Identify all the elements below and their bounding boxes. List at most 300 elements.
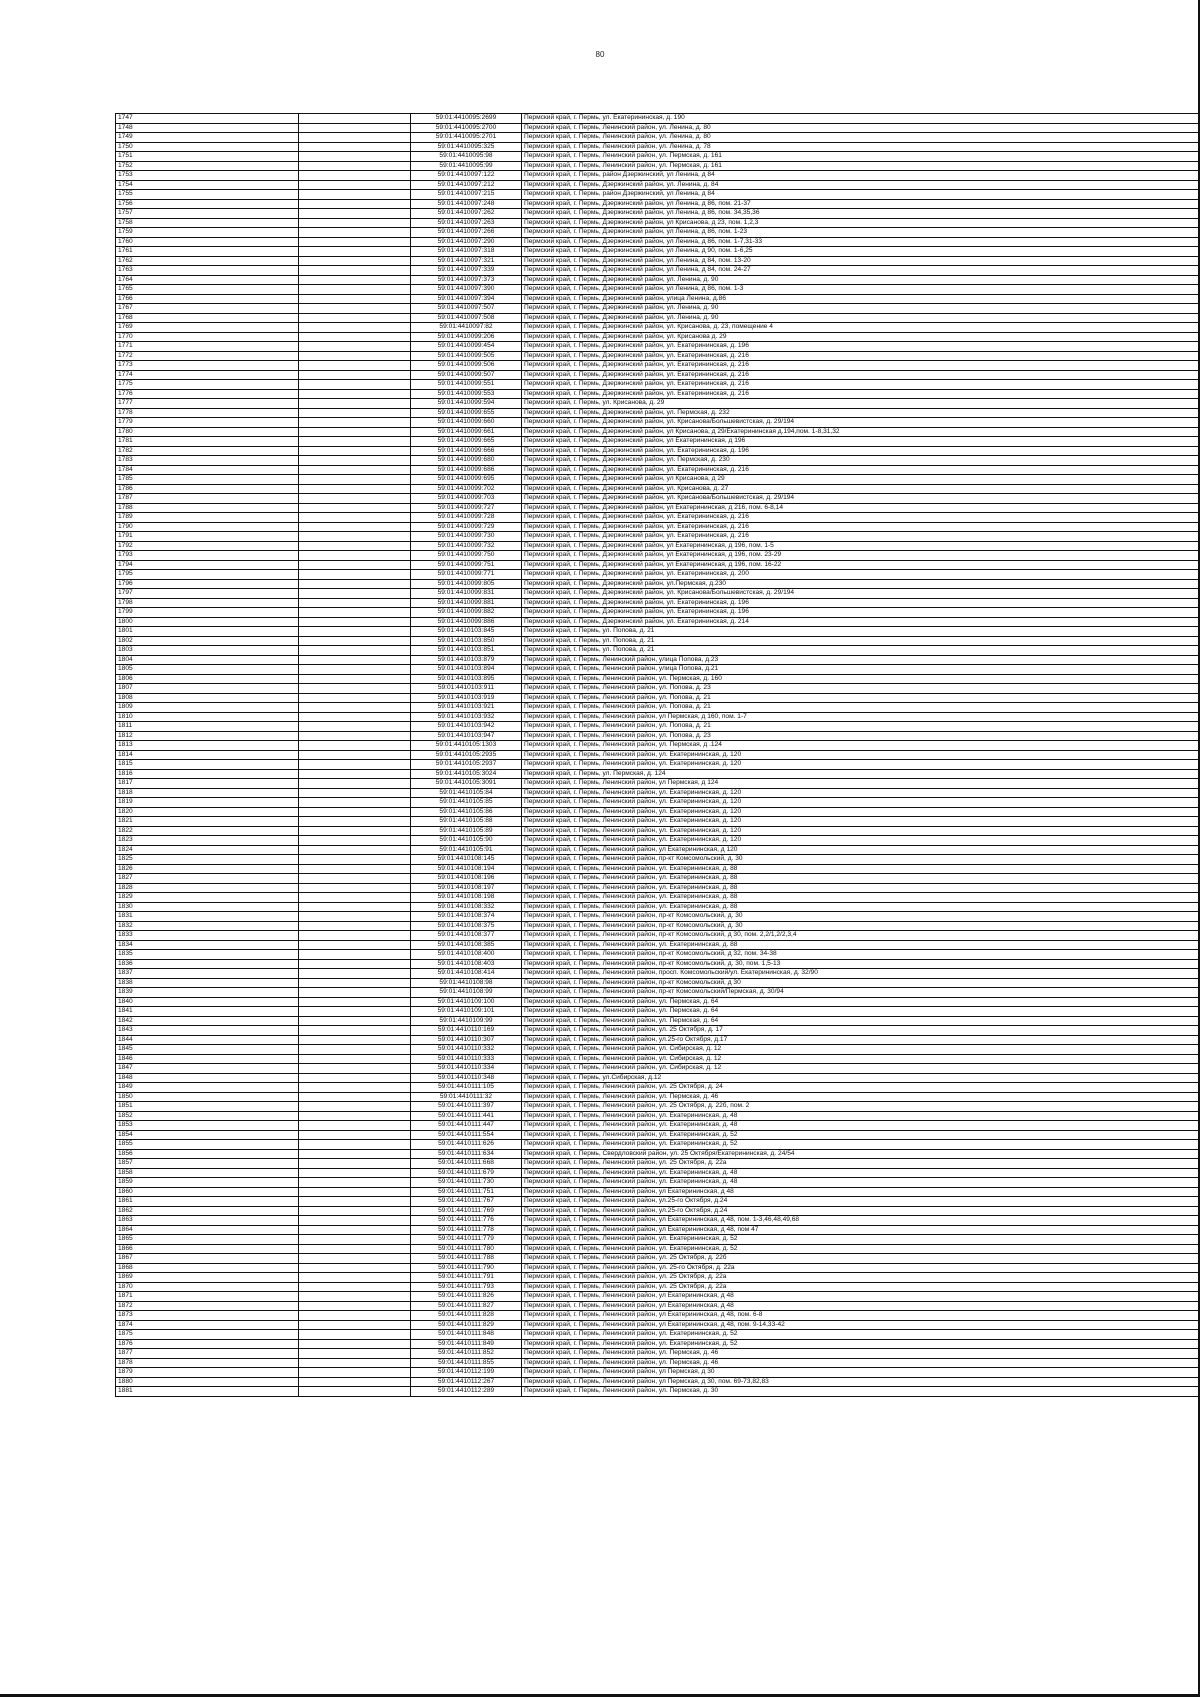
table-row [116, 579, 1200, 589]
address-cell: Пермский край, г. Пермь, Ленинский район, ул. Екатерининская, д. 52 [522, 1140, 1200, 1150]
address-cell: Пермский край, г. Пермь, Ленинский район, ул. Екатерининская, д. 52 [522, 1244, 1200, 1254]
address-cell: Пермский край, г. Пермь, Ленинский район, ул. Екатерининская, д. 48 [522, 1178, 1200, 1188]
table-row [116, 294, 1200, 304]
blank-cell [299, 788, 411, 798]
cadastral-number-cell: 59:01:4410103:894 [411, 665, 522, 675]
table-row [116, 522, 1200, 532]
address-cell: Пермский край, г. Пермь, Дзержинский район, ул. Екатерининская, д. 216 [522, 465, 1200, 475]
row-number-cell: 1818 [116, 788, 299, 798]
address-cell: Пермский край, г. Пермь, Ленинский район, ул. Екатерининская, д. 88 [522, 893, 1200, 903]
cadastral-number-cell: 59:01:4410095:325 [411, 142, 522, 152]
table-row [116, 969, 1200, 979]
blank-cell [299, 1358, 411, 1368]
table-row [116, 114, 1200, 124]
blank-cell [299, 522, 411, 532]
table-row [116, 807, 1200, 817]
row-number-cell: 1793 [116, 551, 299, 561]
address-cell: Пермский край, г. Пермь, Дзержинский район, ул. Ленина, д. 90 [522, 304, 1200, 314]
row-number-cell: 1823 [116, 836, 299, 846]
table-row [116, 722, 1200, 732]
row-number-cell: 1816 [116, 769, 299, 779]
blank-cell [299, 465, 411, 475]
row-number-cell: 1792 [116, 541, 299, 551]
row-number-cell: 1866 [116, 1244, 299, 1254]
blank-cell [299, 684, 411, 694]
row-number-cell: 1799 [116, 608, 299, 618]
address-cell: Пермский край, г. Пермь, Ленинский район, ул Екатерининская, д 48 [522, 1292, 1200, 1302]
address-cell: Пермский край, г. Пермь, Ленинский район, ул. Екатерининская, д. 88 [522, 902, 1200, 912]
table-row [116, 978, 1200, 988]
address-cell: Пермский край, г. Пермь, Ленинский район, ул Екатерининская, д 48 [522, 1301, 1200, 1311]
row-number-cell: 1763 [116, 266, 299, 276]
row-number-cell: 1859 [116, 1178, 299, 1188]
cadastral-number-cell: 59:01:4410111:848 [411, 1330, 522, 1340]
cadastral-number-cell: 59:01:4410099:727 [411, 503, 522, 513]
table-row [116, 950, 1200, 960]
cadastral-number-cell: 59:01:4410111:679 [411, 1168, 522, 1178]
address-cell: Пермский край, г. Пермь, Дзержинский район, улица Ленина, д.86 [522, 294, 1200, 304]
address-cell: Пермский край, г. Пермь, Ленинский район, ул. Ленина, д. 78 [522, 142, 1200, 152]
table-row [116, 1339, 1200, 1349]
row-number-cell: 1775 [116, 380, 299, 390]
address-cell: Пермский край, г. Пермь, Дзержинский район, ул. Екатерининская, д. 216 [522, 380, 1200, 390]
cadastral-number-cell: 59:01:4410097:262 [411, 209, 522, 219]
row-number-cell: 1872 [116, 1301, 299, 1311]
table-row [116, 418, 1200, 428]
blank-cell [299, 1092, 411, 1102]
row-number-cell: 1851 [116, 1102, 299, 1112]
blank-cell [299, 1320, 411, 1330]
table-row [116, 1349, 1200, 1359]
cadastral-number-cell: 59:01:4410111:441 [411, 1111, 522, 1121]
row-number-cell: 1877 [116, 1349, 299, 1359]
row-number-cell: 1833 [116, 931, 299, 941]
address-cell: Пермский край, г. Пермь, Ленинский район, ул. Екатерининская, д. 52 [522, 1130, 1200, 1140]
address-cell: Пермский край, г. Пермь, Дзержинский район, ул Крисанова, д 29 [522, 475, 1200, 485]
cadastral-number-cell: 59:01:4410099:728 [411, 513, 522, 523]
row-number-cell: 1861 [116, 1197, 299, 1207]
row-number-cell: 1843 [116, 1026, 299, 1036]
blank-cell [299, 475, 411, 485]
cadastral-number-cell: 59:01:4410097:339 [411, 266, 522, 276]
blank-cell [299, 342, 411, 352]
blank-cell [299, 636, 411, 646]
table-row [116, 1007, 1200, 1017]
row-number-cell: 1814 [116, 750, 299, 760]
address-cell: Пермский край, г. Пермь, Дзержинский район, ул. Ленина, д. 90 [522, 275, 1200, 285]
blank-cell [299, 1339, 411, 1349]
cadastral-number-cell: 59:01:4410111:767 [411, 1197, 522, 1207]
table-row [116, 437, 1200, 447]
table-row [116, 712, 1200, 722]
table-row [116, 1225, 1200, 1235]
table-row [116, 1263, 1200, 1273]
address-cell: Пермский край, г. Пермь, Ленинский район, ул. Ленина, д. 80 [522, 133, 1200, 143]
cadastral-number-cell: 59:01:4410103:942 [411, 722, 522, 732]
blank-cell [299, 218, 411, 228]
address-cell: Пермский край, г. Пермь, Дзержинский район, ул. Крисанова, д. 23, помещение 4 [522, 323, 1200, 333]
row-number-cell: 1854 [116, 1130, 299, 1140]
address-cell: Пермский край, г. Пермь, Дзержинский район, ул. Екатерининская, д. 216 [522, 513, 1200, 523]
address-cell: Пермский край, г. Пермь, Дзержинский район, ул. Ленина, д. 84 [522, 180, 1200, 190]
table-row [116, 180, 1200, 190]
cadastral-number-cell: 59:01:4410108:375 [411, 921, 522, 931]
address-cell: Пермский край, г. Пермь, Ленинский район, ул. Пермская, д. 64 [522, 997, 1200, 1007]
blank-cell [299, 1026, 411, 1036]
address-cell: Пермский край, г. Пермь, Ленинский район, улица Попова, д.23 [522, 655, 1200, 665]
table-row [116, 1130, 1200, 1140]
table-row [116, 703, 1200, 713]
row-number-cell: 1824 [116, 845, 299, 855]
blank-cell [299, 1102, 411, 1112]
table-row [116, 997, 1200, 1007]
blank-cell [299, 693, 411, 703]
cadastral-number-cell: 59:01:4410105:3091 [411, 779, 522, 789]
row-number-cell: 1773 [116, 361, 299, 371]
cadastral-number-cell: 59:01:4410111:634 [411, 1149, 522, 1159]
cadastral-number-cell: 59:01:4410099:680 [411, 456, 522, 466]
row-number-cell: 1864 [116, 1225, 299, 1235]
table-row [116, 1159, 1200, 1169]
cadastral-number-cell: 59:01:4410108:196 [411, 874, 522, 884]
blank-cell [299, 1349, 411, 1359]
blank-cell [299, 722, 411, 732]
cadastral-number-cell: 59:01:4410099:831 [411, 589, 522, 599]
row-number-cell: 1878 [116, 1358, 299, 1368]
blank-cell [299, 275, 411, 285]
cadastral-number-cell: 59:01:4410111:793 [411, 1282, 522, 1292]
table-row [116, 1197, 1200, 1207]
address-cell: Пермский край, г. Пермь, ул. Пермская, д. 124 [522, 769, 1200, 779]
blank-cell [299, 256, 411, 266]
row-number-cell: 1806 [116, 674, 299, 684]
blank-cell [299, 959, 411, 969]
cadastral-number-cell: 59:01:4410108:98 [411, 978, 522, 988]
cadastral-number-cell: 59:01:4410103:921 [411, 703, 522, 713]
cadastral-number-cell: 59:01:4410111:852 [411, 1349, 522, 1359]
blank-cell [299, 1273, 411, 1283]
table-row [116, 313, 1200, 323]
blank-cell [299, 579, 411, 589]
blank-cell [299, 1007, 411, 1017]
address-cell: Пермский край, г. Пермь, Ленинский район, ул. Екатерининская, д. 48 [522, 1111, 1200, 1121]
address-cell: Пермский край, г. Пермь, Ленинский район, пр-кт Комсомольский, д. 30 [522, 921, 1200, 931]
blank-cell [299, 665, 411, 675]
blank-cell [299, 1083, 411, 1093]
cadastral-number-cell: 59:01:4410103:879 [411, 655, 522, 665]
blank-cell [299, 1216, 411, 1226]
cadastral-number-cell: 59:01:4410103:932 [411, 712, 522, 722]
address-cell: Пермский край, г. Пермь, Дзержинский район, ул Ленина, д 86, пом. 34,35,36 [522, 209, 1200, 219]
blank-cell [299, 1263, 411, 1273]
table-row [116, 760, 1200, 770]
blank-cell [299, 864, 411, 874]
cadastral-number-cell: 59:01:4410111:788 [411, 1254, 522, 1264]
row-number-cell: 1857 [116, 1159, 299, 1169]
blank-cell [299, 741, 411, 751]
table-row [116, 446, 1200, 456]
blank-cell [299, 1121, 411, 1131]
cadastral-number-cell: 59:01:4410099:729 [411, 522, 522, 532]
row-number-cell: 1840 [116, 997, 299, 1007]
row-number-cell: 1881 [116, 1387, 299, 1397]
cadastral-number-cell: 59:01:4410105:85 [411, 798, 522, 808]
address-cell: Пермский край, г. Пермь, Ленинский район, ул Пермская, д 160, пом. 1-7 [522, 712, 1200, 722]
row-number-cell: 1874 [116, 1320, 299, 1330]
cadastral-number-cell: 59:01:4410099:750 [411, 551, 522, 561]
row-number-cell: 1807 [116, 684, 299, 694]
address-cell: Пермский край, г. Пермь, Дзержинский район, ул. Крисанова/Большевистская, д. 29/194 [522, 418, 1200, 428]
address-cell: Пермский край, г. Пермь, Ленинский район, ул Екатерининская, д 48, пом. 6-8 [522, 1311, 1200, 1321]
table-row [116, 1102, 1200, 1112]
address-cell: Пермский край, г. Пермь, Ленинский район, ул. 25 Октября, д. 22а [522, 1273, 1200, 1283]
blank-cell [299, 180, 411, 190]
cadastral-number-cell: 59:01:4410105:89 [411, 826, 522, 836]
address-cell: Пермский край, г. Пермь, Ленинский район, ул. Екатерининская, д. 120 [522, 760, 1200, 770]
row-number-cell: 1766 [116, 294, 299, 304]
address-cell: Пермский край, г. Пермь, Дзержинский район, ул. Екатерининская, д. 196 [522, 342, 1200, 352]
address-cell: Пермский край, г. Пермь, Ленинский район, ул. Екатерининская, д. 120 [522, 807, 1200, 817]
table-row [116, 465, 1200, 475]
row-number-cell: 1751 [116, 152, 299, 162]
address-cell: Пермский край, г. Пермь, Дзержинский район, ул. Екатерининская, д. 214 [522, 617, 1200, 627]
cadastral-number-cell: 59:01:4410103:845 [411, 627, 522, 637]
cadastral-number-cell: 59:01:4410110:333 [411, 1054, 522, 1064]
row-number-cell: 1790 [116, 522, 299, 532]
table-row [116, 1330, 1200, 1340]
address-cell: Пермский край, г. Пермь, Ленинский район, ул. Екатерининская, д. 120 [522, 798, 1200, 808]
cadastral-number-cell: 59:01:4410097:82 [411, 323, 522, 333]
row-number-cell: 1865 [116, 1235, 299, 1245]
blank-cell [299, 912, 411, 922]
blank-cell [299, 950, 411, 960]
table-row [116, 475, 1200, 485]
cadastral-number-cell: 59:01:4410099:506 [411, 361, 522, 371]
table-row [116, 912, 1200, 922]
table-row [116, 351, 1200, 361]
row-number-cell: 1777 [116, 399, 299, 409]
cadastral-number-cell: 59:01:4410111:849 [411, 1339, 522, 1349]
table-row [116, 598, 1200, 608]
address-cell: Пермский край, г. Пермь, Ленинский район, ул Екатерининская, д 48 [522, 1187, 1200, 1197]
cadastral-number-cell: 59:01:4410111:32 [411, 1092, 522, 1102]
row-number-cell: 1794 [116, 560, 299, 570]
blank-cell [299, 152, 411, 162]
blank-cell [299, 988, 411, 998]
blank-cell [299, 332, 411, 342]
row-number-cell: 1815 [116, 760, 299, 770]
blank-cell [299, 503, 411, 513]
address-cell: Пермский край, г. Пермь, Ленинский район, пр-кт Комсомольский, д. 30, пом. 1,5-13 [522, 959, 1200, 969]
address-cell: Пермский край, г. Пермь, Дзержинский район, ул. Екатерининская, д. 196 [522, 446, 1200, 456]
row-number-cell: 1831 [116, 912, 299, 922]
row-number-cell: 1760 [116, 237, 299, 247]
cadastral-number-cell: 59:01:4410099:730 [411, 532, 522, 542]
cadastral-number-cell: 59:01:4410111:780 [411, 1244, 522, 1254]
table-row [116, 1235, 1200, 1245]
cadastral-number-cell: 59:01:4410112:289 [411, 1387, 522, 1397]
row-number-cell: 1788 [116, 503, 299, 513]
registry-table [115, 113, 1200, 1397]
row-number-cell: 1841 [116, 1007, 299, 1017]
cadastral-number-cell: 59:01:4410097:390 [411, 285, 522, 295]
address-cell: Пермский край, г. Пермь, Дзержинский район, ул Крисанова, д 29/Екатерининская д.194,пом. 1-8,31,32 [522, 427, 1200, 437]
address-cell: Пермский край, г. Пермь, Ленинский район, ул. Екатерининская, д. 88 [522, 940, 1200, 950]
row-number-cell: 1782 [116, 446, 299, 456]
address-cell: Пермский край, г. Пермь, Ленинский район, пр-кт Комсомольский, д. 30 [522, 855, 1200, 865]
address-cell: Пермский край, г. Пермь, Ленинский район, улица Попова, д.21 [522, 665, 1200, 675]
table-row [116, 674, 1200, 684]
row-number-cell: 1848 [116, 1073, 299, 1083]
blank-cell [299, 1130, 411, 1140]
row-number-cell: 1772 [116, 351, 299, 361]
blank-cell [299, 731, 411, 741]
blank-cell [299, 361, 411, 371]
row-number-cell: 1868 [116, 1263, 299, 1273]
address-cell: Пермский край, г. Пермь, Ленинский район, ул. Пермская, д. 64 [522, 1007, 1200, 1017]
table-row [116, 731, 1200, 741]
table-row [116, 1244, 1200, 1254]
row-number-cell: 1802 [116, 636, 299, 646]
blank-cell [299, 617, 411, 627]
blank-cell [299, 570, 411, 580]
table-row [116, 1292, 1200, 1302]
address-cell: Пермский край, г. Пермь, Дзержинский район, ул.Пермская, д.230 [522, 579, 1200, 589]
address-cell: Пермский край, г. Пермь, Ленинский район, ул. Попова, д. 21 [522, 722, 1200, 732]
address-cell: Пермский край, г. Пермь, Дзержинский район, ул Ленина, д 90, пом. 1-6,25 [522, 247, 1200, 257]
cadastral-number-cell: 59:01:4410110:307 [411, 1035, 522, 1045]
blank-cell [299, 1387, 411, 1397]
address-cell: Пермский край, г. Пермь, ул. Попова, д. 21 [522, 627, 1200, 637]
table-row [116, 874, 1200, 884]
blank-cell [299, 921, 411, 931]
table-row [116, 484, 1200, 494]
address-cell: Пермский край, г. Пермь, Ленинский район, ул. Ленина, д. 80 [522, 123, 1200, 133]
table-row [116, 256, 1200, 266]
row-number-cell: 1858 [116, 1168, 299, 1178]
cadastral-number-cell: 59:01:4410111:829 [411, 1320, 522, 1330]
table-row [116, 855, 1200, 865]
table-row [116, 494, 1200, 504]
address-cell: Пермский край, г. Пермь, Ленинский район, ул. Пермская, д. 64 [522, 1016, 1200, 1026]
address-cell: Пермский край, г. Пермь, Ленинский район, ул Пермская, д 124 [522, 779, 1200, 789]
cadastral-number-cell: 59:01:4410108:145 [411, 855, 522, 865]
address-cell: Пермский край, г. Пермь, Ленинский район, ул. Екатерининская, д. 120 [522, 836, 1200, 846]
row-number-cell: 1828 [116, 883, 299, 893]
address-cell: Пермский край, г. Пермь, район Дзержинский, ул Ленина, д 84 [522, 171, 1200, 181]
registry-table-container [115, 113, 1199, 1397]
address-cell: Пермский край, г. Пермь, Дзержинский район, ул. Екатерининская, д. 196 [522, 598, 1200, 608]
blank-cell [299, 1330, 411, 1340]
blank-cell [299, 893, 411, 903]
address-cell: Пермский край, г. Пермь, Дзержинский район, ул. Екатерининская, д. 216 [522, 532, 1200, 542]
table-row [116, 1168, 1200, 1178]
registry-table-body [116, 114, 1200, 1397]
address-cell: Пермский край, г. Пермь, ул. Попова, д. 21 [522, 636, 1200, 646]
address-cell: Пермский край, г. Пермь, Дзержинский район, ул Ленина, д 84, пом. 13-20 [522, 256, 1200, 266]
row-number-cell: 1771 [116, 342, 299, 352]
blank-cell [299, 798, 411, 808]
cadastral-number-cell: 59:01:4410099:505 [411, 351, 522, 361]
blank-cell [299, 399, 411, 409]
cadastral-number-cell: 59:01:4410099:805 [411, 579, 522, 589]
row-number-cell: 1835 [116, 950, 299, 960]
row-number-cell: 1834 [116, 940, 299, 950]
address-cell: Пермский край, г. Пермь, Ленинский район, пр-кт Комсомольский, д 32, пом. 34-38 [522, 950, 1200, 960]
cadastral-number-cell: 59:01:4410099:655 [411, 408, 522, 418]
cadastral-number-cell: 59:01:4410097:290 [411, 237, 522, 247]
table-row [116, 1073, 1200, 1083]
blank-cell [299, 1016, 411, 1026]
address-cell: Пермский край, г. Пермь, Ленинский район, ул. Екатерининская, д. 120 [522, 750, 1200, 760]
blank-cell [299, 142, 411, 152]
table-row [116, 1282, 1200, 1292]
cadastral-number-cell: 59:01:4410109:101 [411, 1007, 522, 1017]
blank-cell [299, 190, 411, 200]
cadastral-number-cell: 59:01:4410097:394 [411, 294, 522, 304]
address-cell: Пермский край, г. Пермь, Ленинский район, ул. Сибирская, д. 12 [522, 1045, 1200, 1055]
blank-cell [299, 1292, 411, 1302]
cadastral-number-cell: 59:01:4410099:732 [411, 541, 522, 551]
cadastral-number-cell: 59:01:4410099:771 [411, 570, 522, 580]
cadastral-number-cell: 59:01:4410099:695 [411, 475, 522, 485]
address-cell: Пермский край, г. Пермь, Дзержинский район, ул. Екатерининская, д. 196 [522, 608, 1200, 618]
address-cell: Пермский край, г. Пермь, Ленинский район, ул. Екатерининская, д. 88 [522, 864, 1200, 874]
cadastral-number-cell: 59:01:4410111:778 [411, 1225, 522, 1235]
table-row [116, 1045, 1200, 1055]
table-row [116, 247, 1200, 257]
cadastral-number-cell: 59:01:4410111:790 [411, 1263, 522, 1273]
table-row [116, 342, 1200, 352]
row-number-cell: 1757 [116, 209, 299, 219]
cadastral-number-cell: 59:01:4410099:553 [411, 389, 522, 399]
address-cell: Пермский край, г. Пермь, Дзержинский район, ул. Крисанова/Большевистская, д. 29/194 [522, 589, 1200, 599]
table-row [116, 304, 1200, 314]
cadastral-number-cell: 59:01:4410108:374 [411, 912, 522, 922]
row-number-cell: 1826 [116, 864, 299, 874]
table-row [116, 693, 1200, 703]
blank-cell [299, 285, 411, 295]
table-row [116, 883, 1200, 893]
cadastral-number-cell: 59:01:4410108:385 [411, 940, 522, 950]
row-number-cell: 1748 [116, 123, 299, 133]
cadastral-number-cell: 59:01:4410110:169 [411, 1026, 522, 1036]
table-row [116, 171, 1200, 181]
cadastral-number-cell: 59:01:4410095:99 [411, 161, 522, 171]
table-row [116, 1035, 1200, 1045]
address-cell: Пермский край, г. Пермь, Дзержинский район, ул Екатерининская, д 216, пом. 6-8,14 [522, 503, 1200, 513]
row-number-cell: 1849 [116, 1083, 299, 1093]
table-row [116, 1054, 1200, 1064]
cadastral-number-cell: 59:01:4410097:266 [411, 228, 522, 238]
cadastral-number-cell: 59:01:4410111:397 [411, 1102, 522, 1112]
blank-cell [299, 123, 411, 133]
address-cell: Пермский край, г. Пермь, Дзержинский район, ул Ленина, д 86, пом. 21-37 [522, 199, 1200, 209]
address-cell: Пермский край, г. Пермь, Ленинский район, ул. Пермская, д. 161 [522, 161, 1200, 171]
blank-cell [299, 883, 411, 893]
table-row [116, 427, 1200, 437]
table-row [116, 931, 1200, 941]
table-row [116, 1311, 1200, 1321]
address-cell: Пермский край, г. Пермь, Дзержинский район, ул Ленина, д 86, пом. 1-7,31-33 [522, 237, 1200, 247]
blank-cell [299, 114, 411, 124]
blank-cell [299, 969, 411, 979]
row-number-cell: 1767 [116, 304, 299, 314]
address-cell: Пермский край, г. Пермь, Ленинский район, ул Пермская, д 30, пом. 69-73,82,83 [522, 1377, 1200, 1387]
address-cell: Пермский край, г. Пермь, Ленинский район, пр-кт Комсомольский, д 30 [522, 978, 1200, 988]
row-number-cell: 1752 [116, 161, 299, 171]
address-cell: Пермский край, г. Пермь, Ленинский район, ул. Пермская, д .124 [522, 741, 1200, 751]
